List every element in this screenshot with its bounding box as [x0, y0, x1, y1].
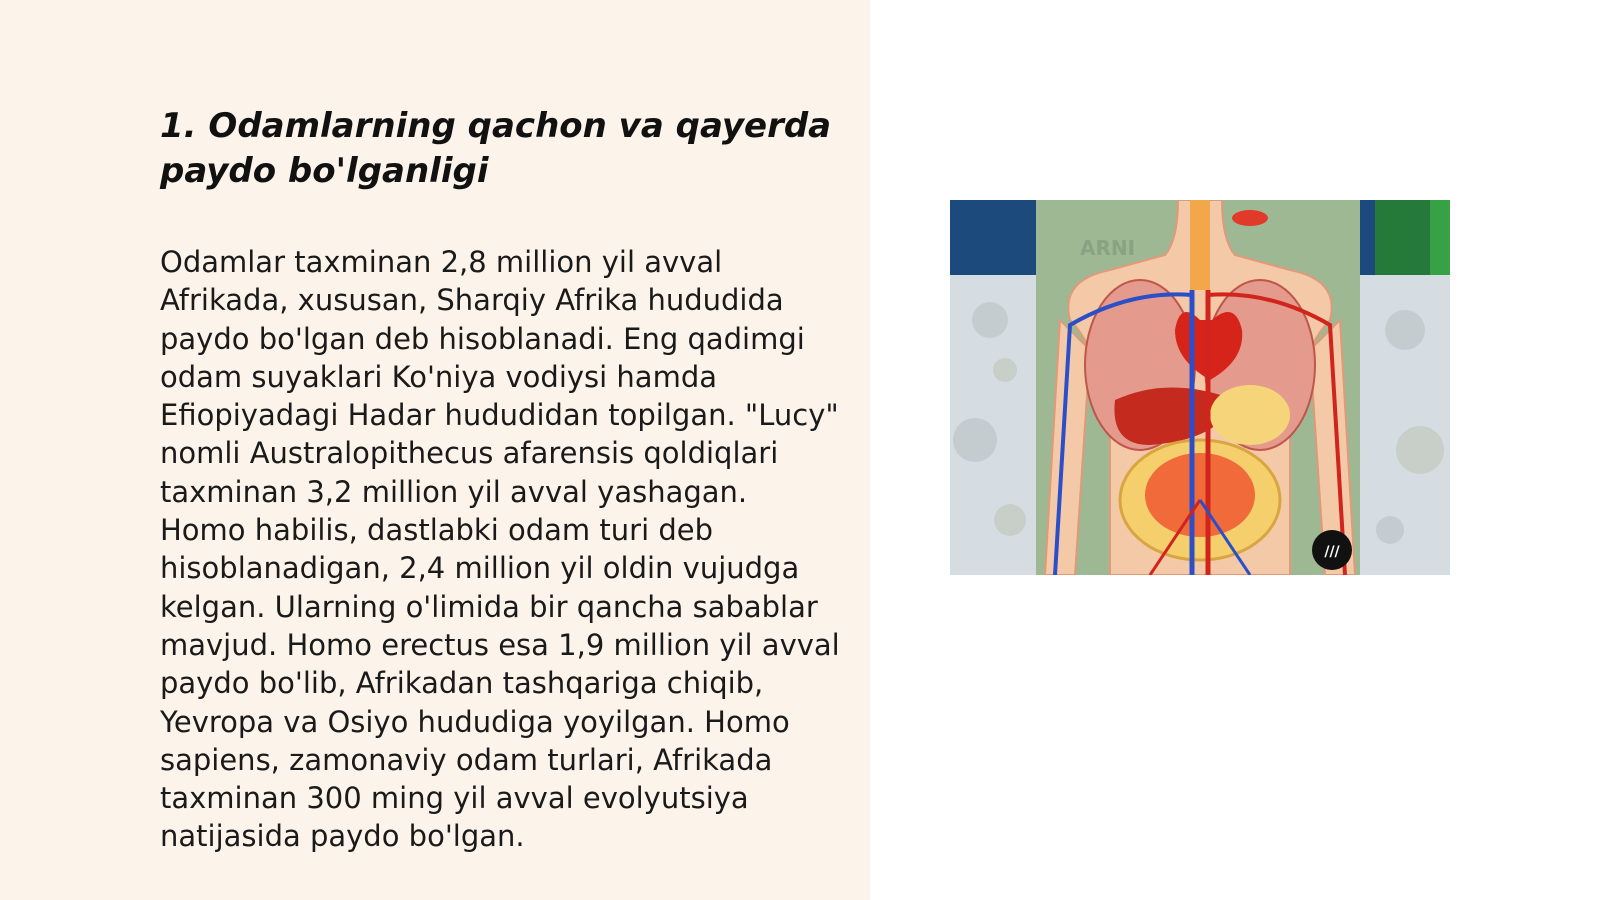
slide-body-text: Odamlar taxminan 2,8 million yil avval Afrikada, xususan, Sharqiy Afrika hududida paydo bo'lgan deb hisoblanadi. Eng qadimgi odam suyaklari Ko'niya vodiysi hamda Efiopiyadagi Hadar hududidan topilgan. "Lucy" nomli Australopithecus afarensis qoldiqlari taxminan 3,2 million yil avval yashagan. Homo habilis, dastlabki odam turi deb hisoblanadigan, 2,4 million yil oldin vujudga kelgan. Ularning o'limida bir qancha sabablar mavjud. Homo erectus esa 1,9 million yil avval paydo bo'lib, Afrikadan tashqariga chiqib, Yevropa va Osiyo hududiga yoyilgan. Homo sapiens, zamonaviy odam turlari, Afrikada taxminan 300 ming yil avval evolyutsiya natijasida paydo bo'lgan.	[160, 245, 840, 854]
human-anatomy-illustration	[950, 200, 1450, 575]
slide-title: 1. Odamlarning qachon va qayerda paydo bo'lganligi	[160, 106, 832, 191]
svg-text:///: ///	[1324, 544, 1340, 560]
watermark-text: ARNI	[1080, 236, 1136, 260]
video-logo-icon	[1312, 530, 1352, 570]
